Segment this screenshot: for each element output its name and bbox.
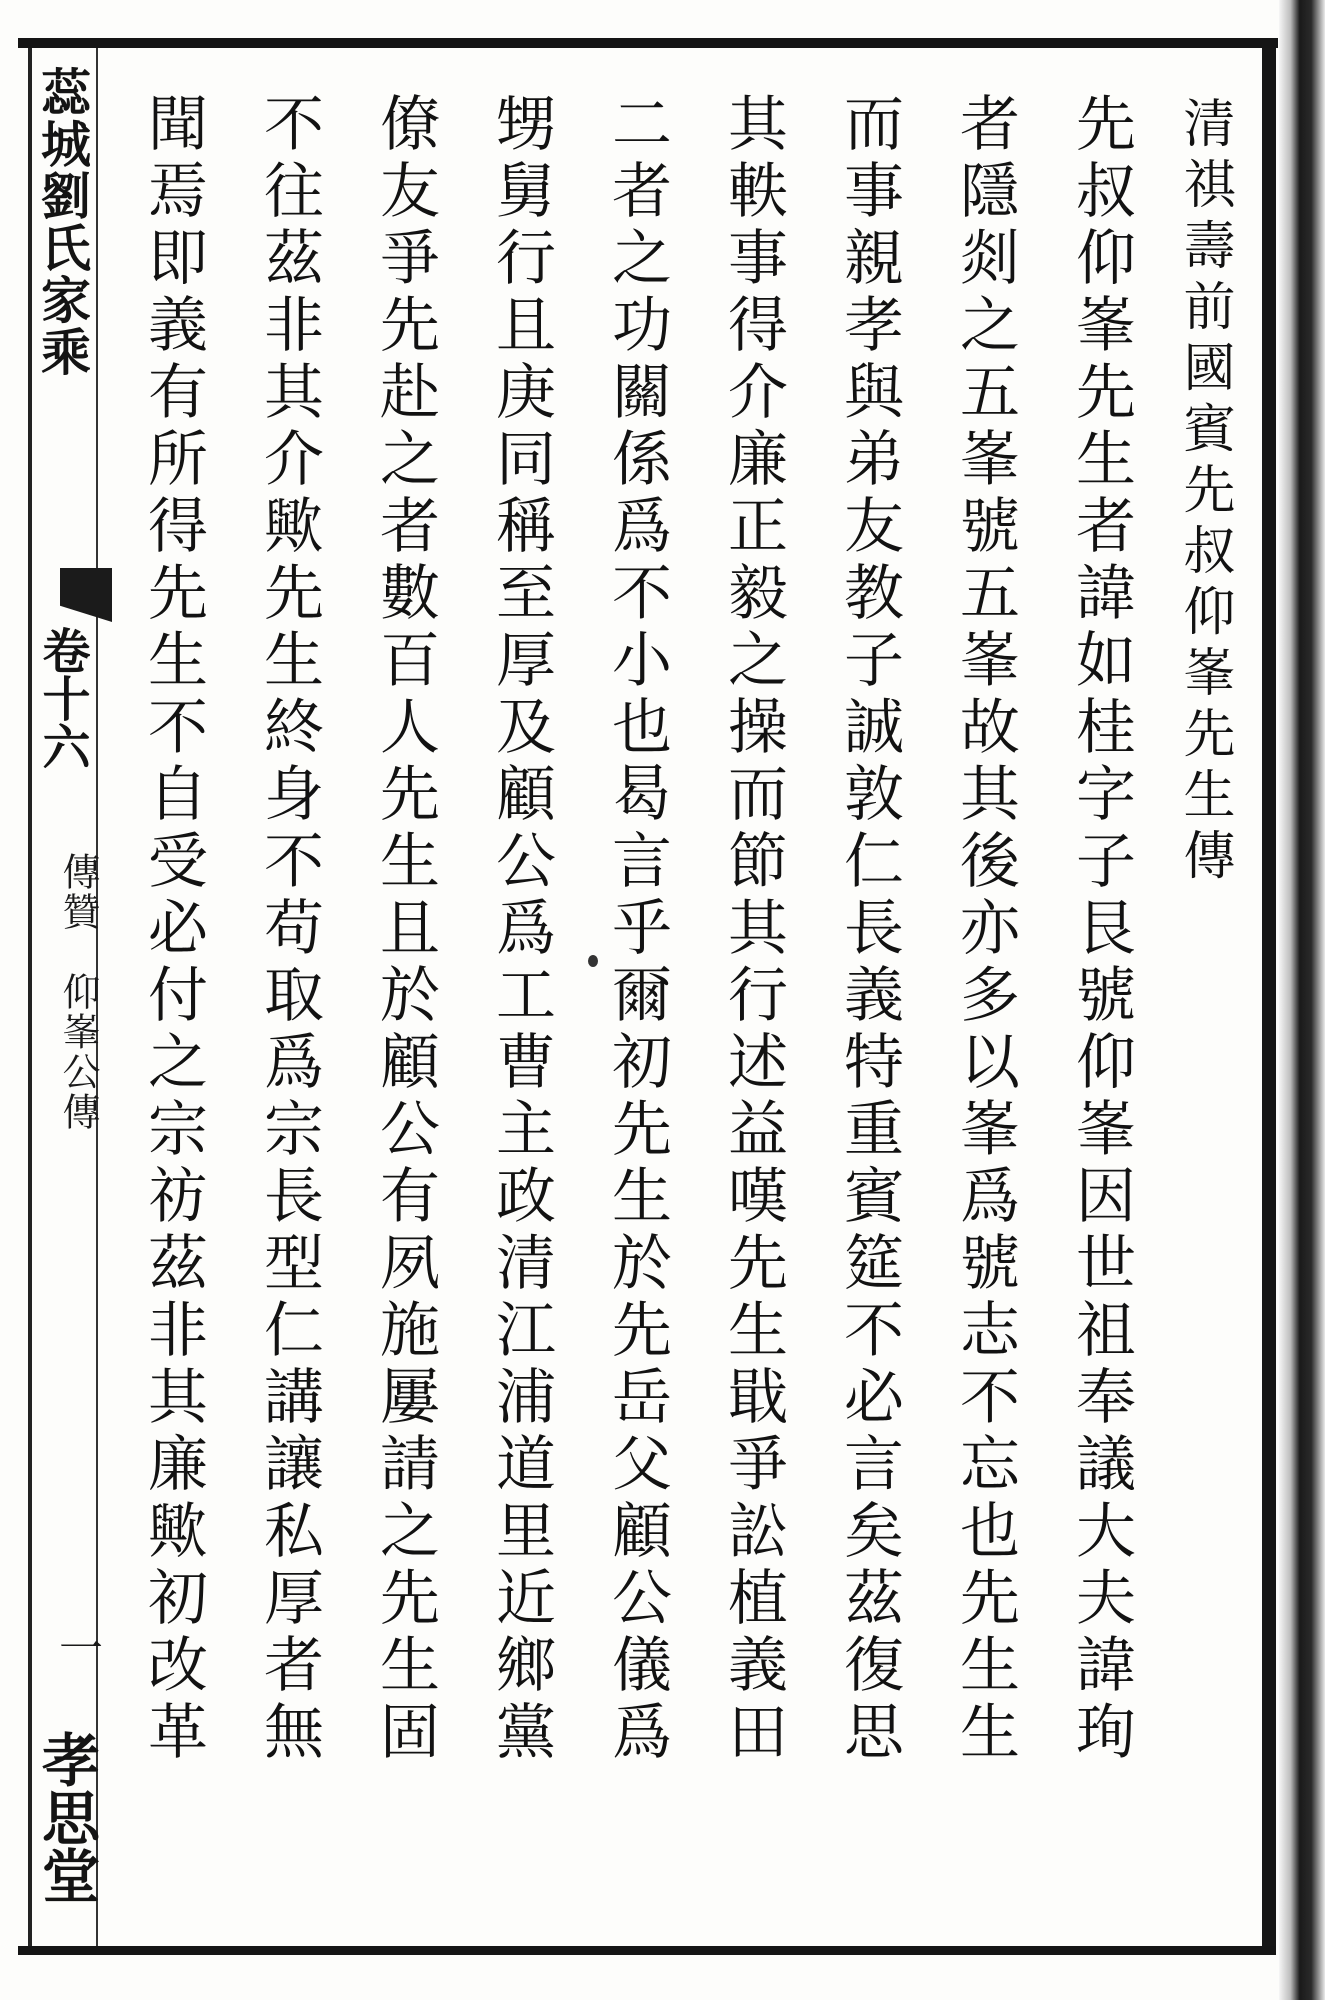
text-column-4: 其軼事得介廉正毅之操而節其行述益嘆先生戢爭訟植義田 xyxy=(718,92,788,1767)
text-column-2: 者隱剡之五峯號五峯故其後亦多以峯爲號志不忘也先生生 xyxy=(950,92,1020,1767)
frame-bottom-border xyxy=(18,1946,1276,1955)
hall-name: 孝思堂 xyxy=(32,1730,100,1904)
essay-title: 清祺壽前國賓先叔仰峯先生傳 xyxy=(1174,96,1234,889)
ink-mark xyxy=(588,955,598,967)
volume-label: 卷十六 xyxy=(34,626,90,770)
page-number: 一 xyxy=(51,1625,102,1669)
text-column-6: 甥舅行且庚同稱至厚及顧公爲工曹主政清江浦道里近鄉黨 xyxy=(486,92,556,1767)
book-title: 蕊城劉氏家乘 xyxy=(33,66,92,378)
text-column-9: 聞焉即義有所得先生不自受必付之宗祊茲非其廉歟初改革 xyxy=(138,92,208,1767)
text-column-3: 而事親孝與弟友教子誠敦仁長義特重賓筵不必言矣茲復思 xyxy=(834,92,904,1767)
text-column-7: 僚友爭先赴之者數百人先生且於顧公有夙施屢請之先生固 xyxy=(370,92,440,1767)
section-label: 傳贊 仰峯公傳 xyxy=(56,852,100,1132)
frame-right-border xyxy=(1262,48,1276,1946)
frame-top-border xyxy=(18,38,1278,48)
binding-edge xyxy=(1279,0,1325,2000)
text-column-8: 不往茲非其介歟先生終身不苟取爲宗長型仁講讓私厚者無 xyxy=(254,92,324,1767)
fold-margin xyxy=(30,60,102,1940)
text-column-1: 先叔仰峯先生者諱如桂字子艮號仰峯因世祖奉議大夫諱珣 xyxy=(1066,92,1136,1767)
text-column-5: 二者之功關係爲不小也曷言乎爾初先生於先岳父顧公儀爲 xyxy=(602,92,672,1767)
fish-tail-ornament xyxy=(60,568,112,622)
